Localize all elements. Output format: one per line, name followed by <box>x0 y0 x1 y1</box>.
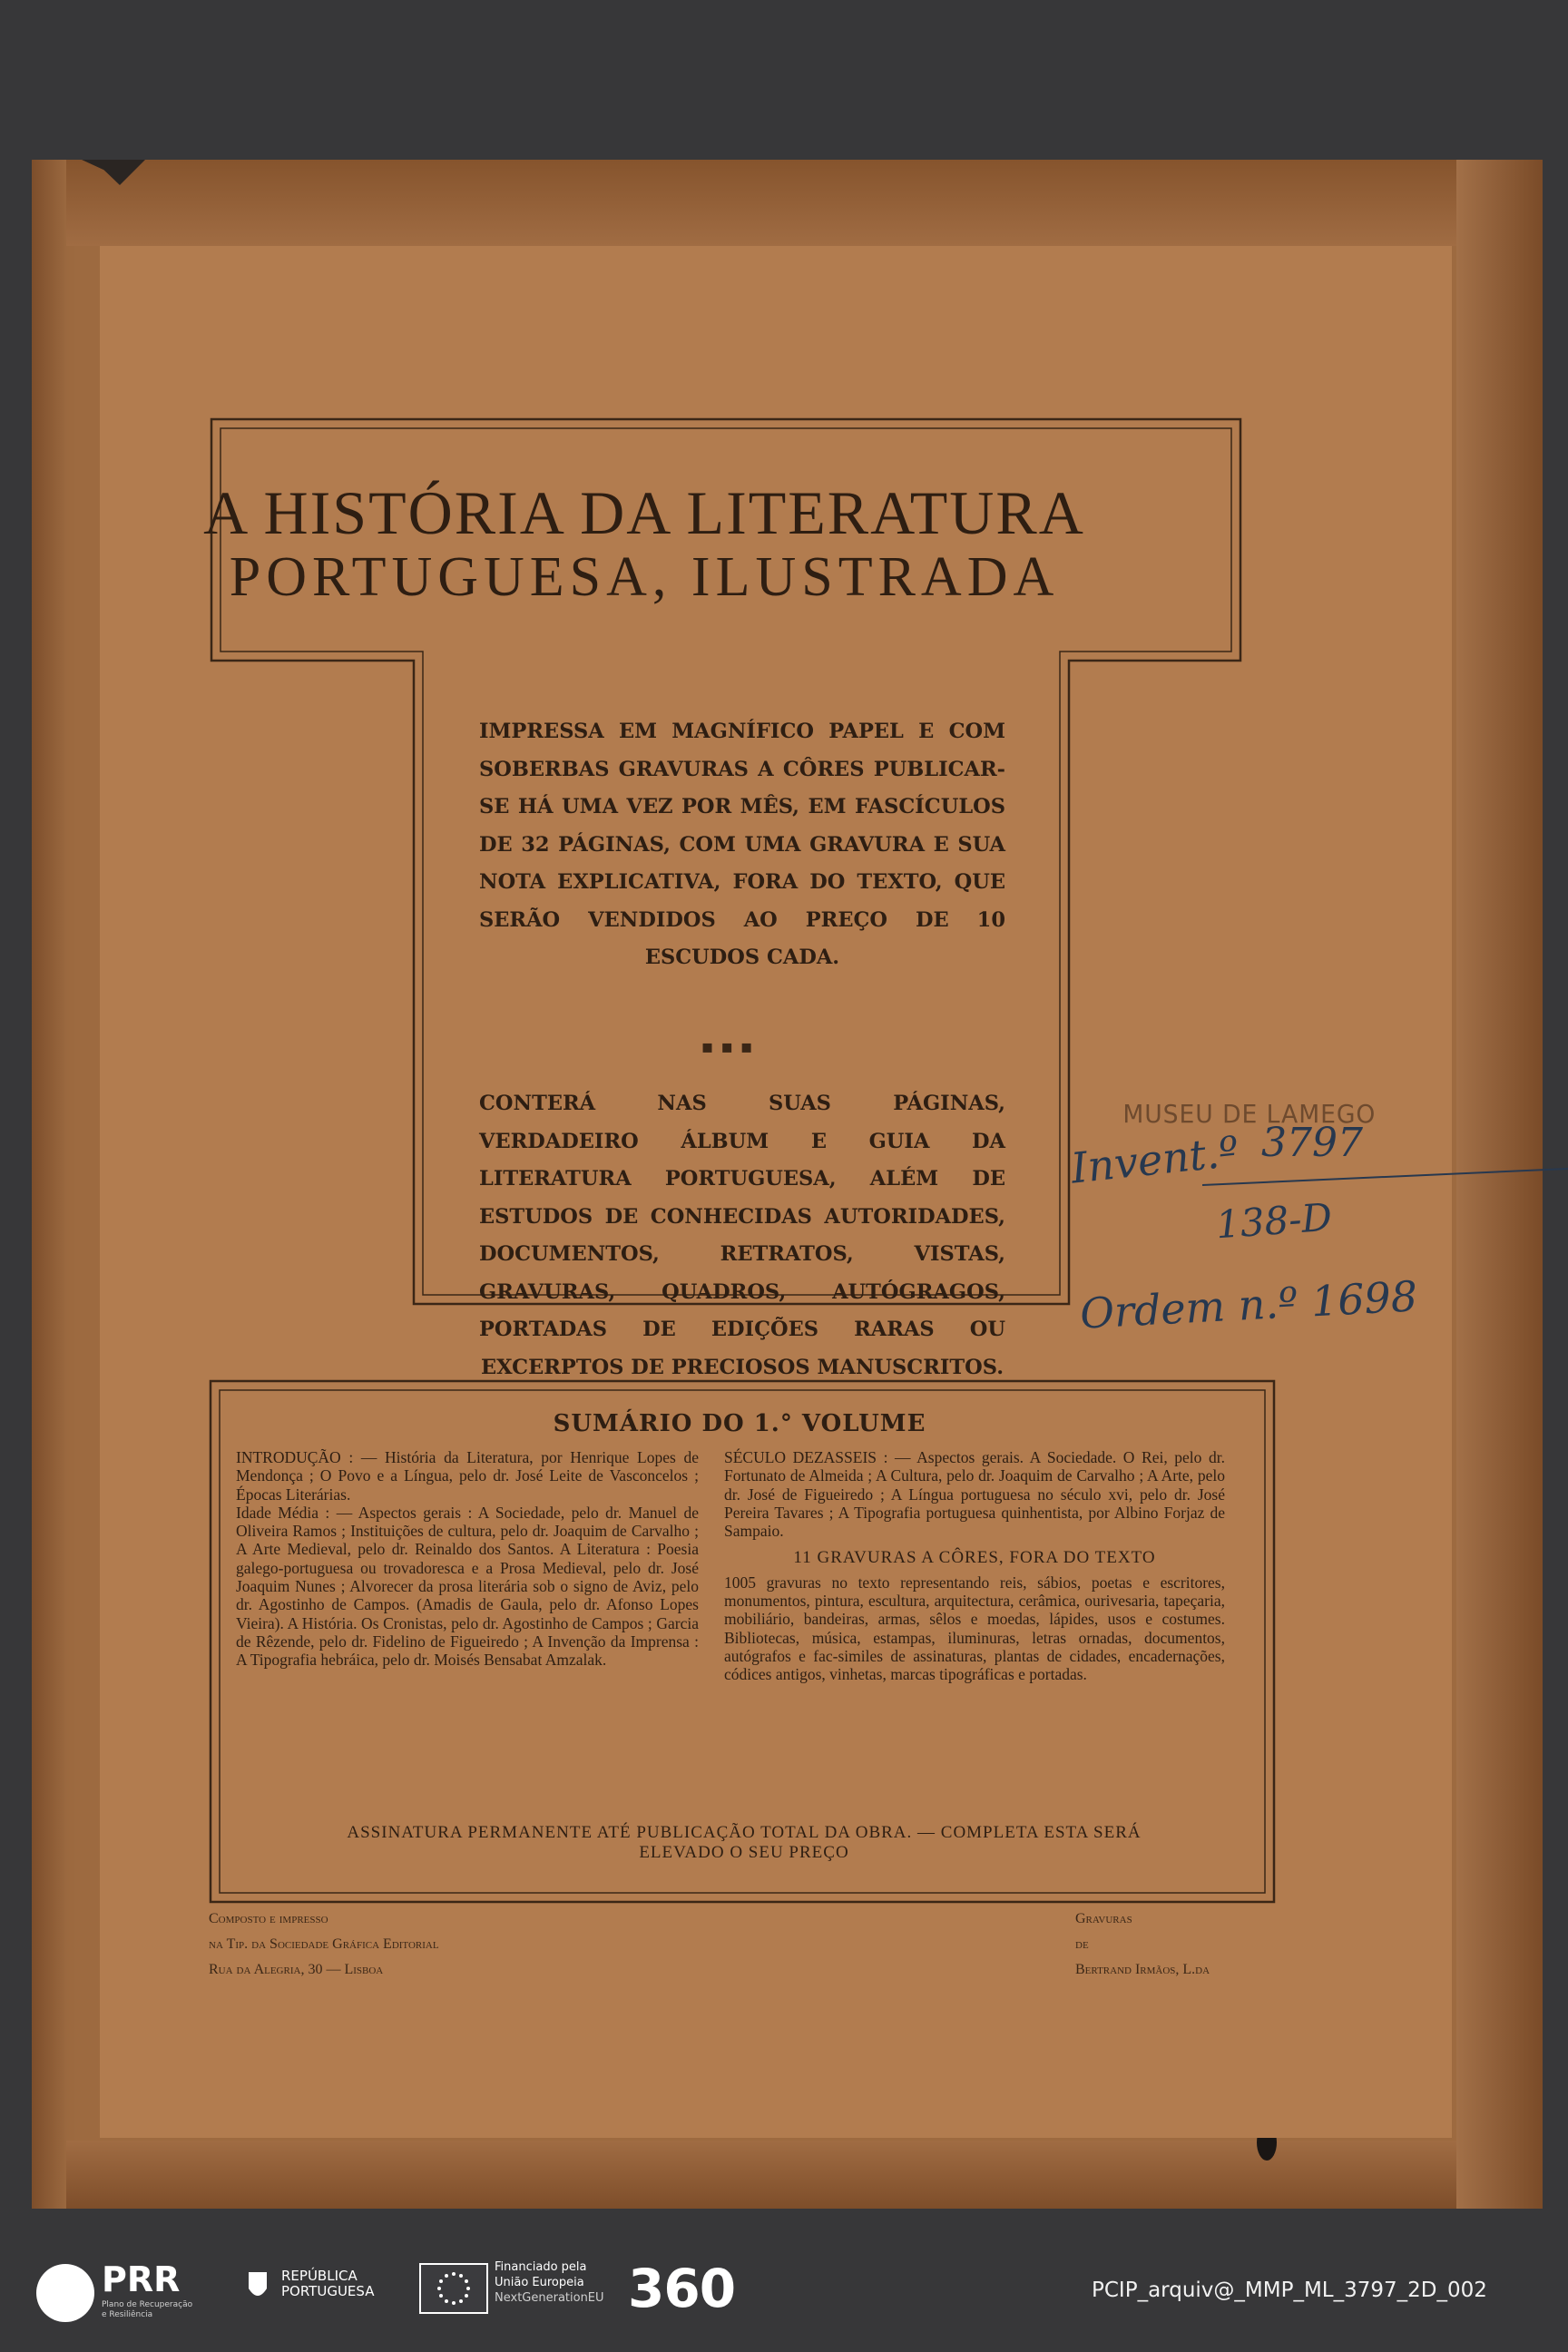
republica-portuguesa-text <box>281 2269 374 2299</box>
imprint-right-line3: Bertrand Irmãos, L.da <box>1075 1962 1210 1977</box>
cover-title-line1: A HISTÓRIA DA LITERATURA <box>203 478 1085 547</box>
prr-subtitle-1: Plano de Recuperação <box>102 2300 193 2309</box>
prr-subtitle-2: e Resiliência <box>102 2310 153 2319</box>
subscription-line-2: ELEVADO O SEU PREÇO <box>639 1843 849 1862</box>
summary-gravuras-heading: 11 GRAVURAS A CÔRES, FORA DO TEXTO <box>793 1548 1156 1568</box>
footer-bar <box>0 2241 1568 2352</box>
imprint-engravings <box>1075 1906 1210 1983</box>
imprint-right-line1: Gravuras <box>1075 1911 1132 1926</box>
prr-logo-icon <box>36 2264 94 2322</box>
eu-line1: Financiado pela <box>495 2260 587 2274</box>
handwritten-underline <box>1202 1162 1568 1190</box>
handwritten-code: 138-D <box>1214 1194 1334 1248</box>
prr-title: PRR <box>102 2259 181 2299</box>
summary-left-column <box>236 1448 699 1670</box>
eu-flag-icon <box>419 2263 488 2314</box>
tape-bottom <box>32 2141 1543 2209</box>
eu-funding-text <box>495 2259 604 2306</box>
subscription-notice <box>227 1823 1261 1863</box>
imprint-left-line2: na Tip. da Sociedade Gráfica Editorial <box>209 1936 439 1952</box>
logo-360: 360 <box>628 2258 736 2319</box>
imprint-printer <box>209 1906 439 1983</box>
summary-title: SUMÁRIO DO 1.° VOLUME <box>553 1410 926 1437</box>
description-paragraph-2: CONTERÁ NAS SUAS PÁGINAS, VERDADEIRO ÁLBUM E GUIA DA LITERATURA PORTUGUESA, ALÉM DE ESTUDOS DE CONHECIDAS AUTORIDADES, DOCUMENTOS, RETRATOS, VISTAS, GRAVURAS, QUADROS, AUTÓGRAGOS, PORTADAS DE EDIÇÕES RARAS OU EXCERPTOS DE PRECIOSOS MANUSCRITOS. <box>479 1092 1005 1379</box>
archival-board <box>32 160 1543 2209</box>
republica-line2: PORTUGUESA <box>281 2283 375 2299</box>
handwritten-order-number: Ordem n.º 1698 <box>1078 1271 1419 1338</box>
imprint-left-line3: Rua da Alegria, 30 — Lisboa <box>209 1962 384 1977</box>
handwritten-inventory-label: Invent.º <box>1068 1126 1241 1193</box>
archive-reference: PCIP_arquiv@_MMP_ML_3797_2D_002 <box>1092 2278 1487 2302</box>
eu-line3: NextGenerationEU <box>495 2291 604 2305</box>
handwritten-inventory-number: 3797 <box>1261 1120 1363 1166</box>
tape-left <box>32 160 66 2209</box>
republica-line1: REPÚBLICA <box>281 2268 358 2284</box>
imprint-right-line2: de <box>1075 1936 1089 1952</box>
summary-gravuras-texto: 1005 gravuras no texto representando reis, sábios, poetas e escritores, monumentos, pintura, escultura, arquitectura, cerâmica, ourivesaria, tapeçaria, mobiliário, bandeiras, armas, sêlos e moedas, lápides, usos e costumes. Bibliotecas, música, estampas, iluminuras, letras ornadas, documentos, autógrafos e fac-similes de assinaturas, plantas de cidades, encadernações, códices antigos, vinhetas, marcas tipográficas e portadas. <box>724 1573 1225 1684</box>
imprint-left-line1: Composto e impresso <box>209 1911 328 1926</box>
republica-emblem-icon <box>245 2269 270 2305</box>
cover-title-line2: PORTUGUESA, ILUSTRADA <box>229 546 1060 608</box>
ornament-divider: ▪▪▪ <box>701 1035 760 1057</box>
summary-introducao: INTRODUÇÃO : — História da Literatura, por Henrique Lopes de Mendonça ; O Povo e a Língua, pelo dr. José Leite de Vasconcelos ; Épocas Literárias. <box>236 1448 699 1504</box>
subscription-line-1: ASSINATURA PERMANENTE ATÉ PUBLICAÇÃO TOTAL DA OBRA. — COMPLETA ESTA SERÁ <box>347 1823 1142 1842</box>
summary-seculo-dezasseis: SÉCULO DEZASSEIS : — Aspectos gerais. A Sociedade. O Rei, pelo dr. Fortunato de Almeida ; A Cultura, pelo dr. Joaquim de Carvalho ; A Arte, pelo dr. José de Figueiredo ; A Língua portuguesa no século xvi, pelo dr. José Pereira Tavares ; A Tipografia portuguesa quinhentista, por Albino Forjaz de Sampaio. <box>724 1448 1225 1541</box>
description-paragraph-1: IMPRESSA EM MAGNÍFICO PAPEL E COM SOBERBAS GRAVURAS A CÔRES PUBLICAR-SE HÁ UMA VEZ POR MÊS, EM FASCÍCULOS DE 32 PÁGINAS, COM UMA GRAVURA E SUA NOTA EXPLICATIVA, FORA DO TEXTO, QUE SERÃO VENDIDOS AO PREÇO DE 10 ESCUDOS CADA. <box>479 720 1005 969</box>
museum-stamp: MUSEU DE LAMEGO <box>1122 1099 1377 1129</box>
prr-subtitle <box>102 2300 192 2320</box>
tape-top <box>32 160 1543 246</box>
summary-idade-media: Idade Média : — Aspectos gerais : A Sociedade, pelo dr. Manuel de Oliveira Ramos ; Instituições de cultura, pelo dr. Joaquim de Carvalho ; A Arte Medieval, pelo dr. Reinaldo dos Santos. A Literatura : Poesia galego-portuguesa ou trovadoresca e a Prosa Medieval, pelo dr. José Joaquim Nunes ; Alvorecer da prosa literária sob o signo de Aviz, pelo dr. Agostinho de Campos. (Amadis de Gaula, pelo dr. Afonso Lopes Vieira). A História. Os Cronistas, pelo dr. Agostinho de Campos ; Garcia de Rêzende, pelo dr. Fidelino de Figueiredo ; A Invenção da Imprensa : A Tipografia hebráica, pelo dr. Moisés Bensabat Amzalak. <box>236 1503 699 1670</box>
book-cover <box>100 246 1452 2138</box>
eu-line2: União Europeia <box>495 2276 584 2289</box>
summary-right-column <box>724 1448 1225 1684</box>
